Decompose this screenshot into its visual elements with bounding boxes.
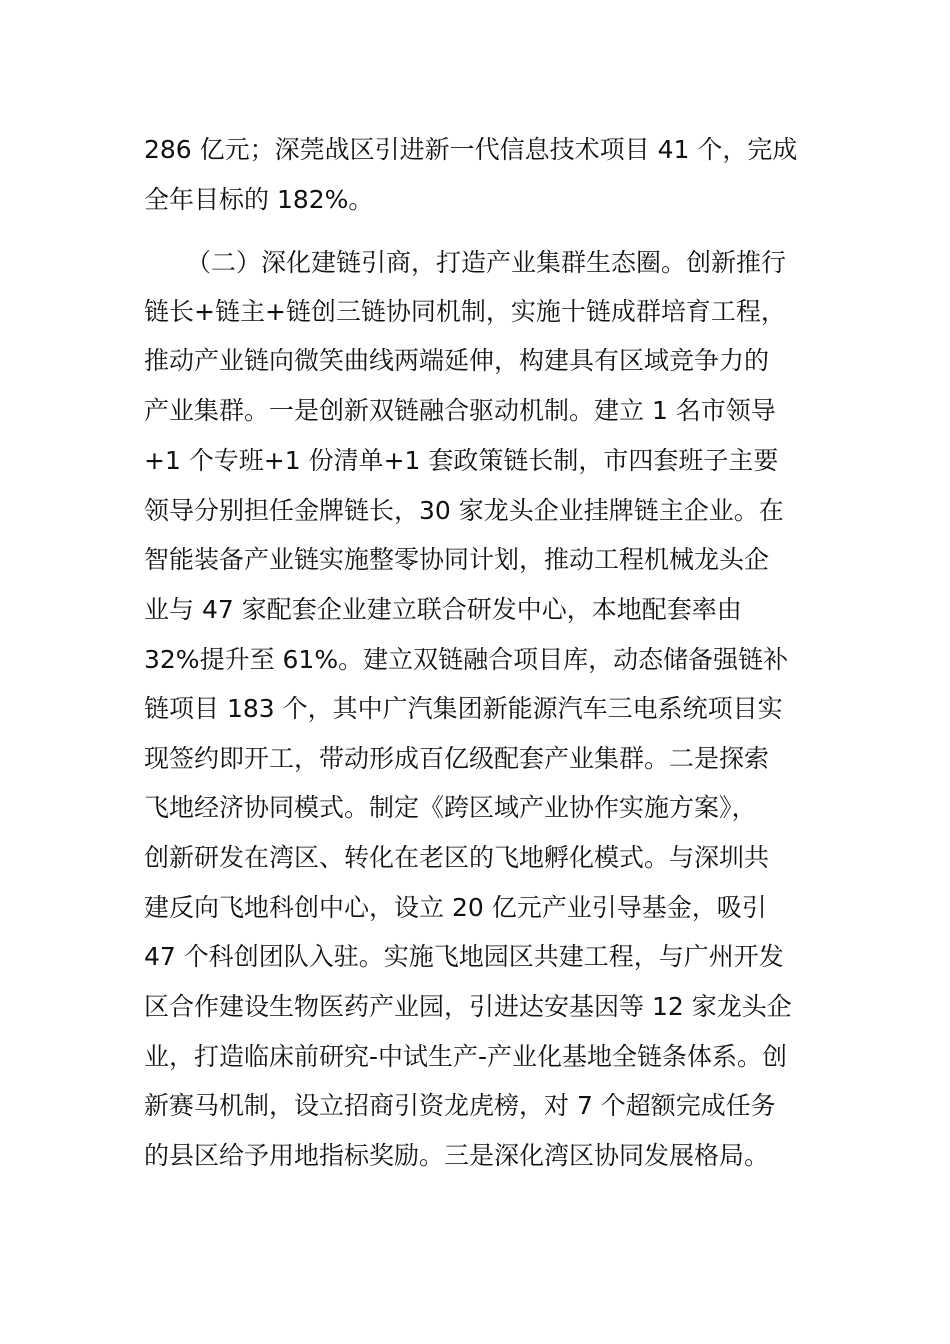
text-line: 现签约即开工，带动形成百亿级配套产业集群。二是探索 — [144, 744, 770, 773]
text-line: 领导分别担任金牌链长，30 家龙头企业挂牌链主企业。在 — [144, 496, 784, 525]
paragraph-start-line: （二）深化建链引商，打造产业集群生态圈。创新推行 — [186, 248, 787, 277]
text-line: 业与 47 家配套企业建立联合研发中心，本地配套率由 — [144, 595, 742, 624]
text-line: 业，打造临床前研究-中试生产-产业化基地全链条体系。创 — [144, 1042, 788, 1071]
text-line: 区合作建设生物医药产业园，引进达安基因等 12 家龙头企 — [144, 992, 792, 1021]
text-line: 全年目标的 182%。 — [144, 185, 374, 214]
text-line: 产业集群。一是创新双链融合驱动机制。建立 1 名市领导 — [144, 396, 776, 425]
text-line: 推动产业链向微笑曲线两端延伸，构建具有区域竞争力的 — [144, 346, 770, 375]
text-line: 链项目 183 个，其中广汽集团新能源汽车三电系统项目实 — [144, 694, 783, 723]
text-line: +1 个专班+1 份清单+1 套政策链长制，市四套班子主要 — [144, 446, 779, 475]
text-line: 286 亿元；深莞战区引进新一代信息技术项目 41 个，完成 — [144, 135, 798, 164]
text-line: 的县区给予用地指标奖励。三是深化湾区协同发展格局。 — [144, 1141, 770, 1170]
text-line: 新赛马机制，设立招商引资龙虎榜，对 7 个超额完成任务 — [144, 1091, 776, 1120]
text-line: 47 个科创团队入驻。实施飞地园区共建工程，与广州开发 — [144, 942, 784, 971]
text-line: 创新研发在湾区、转化在老区的飞地孵化模式。与深圳共 — [144, 843, 770, 872]
text-line: 智能装备产业链实施整零协同计划，推动工程机械龙头企 — [144, 545, 770, 574]
text-line: 32%提升至 61%。建立双链融合项目库，动态储备强链补 — [144, 645, 789, 674]
text-line: 建反向飞地科创中心，设立 20 亿元产业引导基金，吸引 — [144, 893, 767, 922]
text-line: 链长+链主+链创三链协同机制，实施十链成群培育工程， — [144, 297, 786, 326]
text-line: 飞地经济协同模式。制定《跨区域产业协作实施方案》， — [144, 793, 757, 822]
